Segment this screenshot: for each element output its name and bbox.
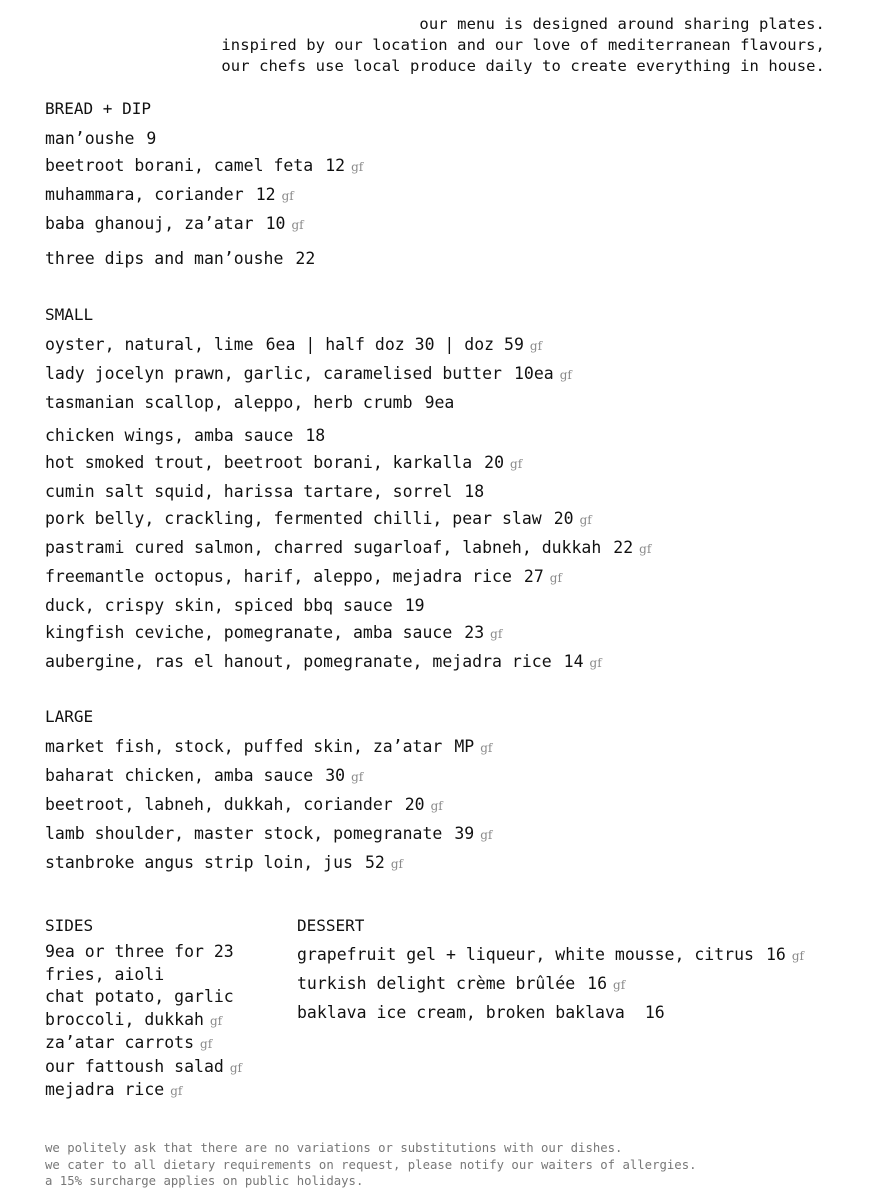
section-heading: BREAD + DIP	[45, 99, 151, 118]
item-name: lamb shoulder, master stock, pomegranate	[45, 824, 443, 843]
gluten-free-tag: gf	[480, 828, 493, 842]
item-name: mejadra rice	[45, 1080, 165, 1099]
menu-item	[45, 619, 651, 648]
section-heading: SMALL	[45, 305, 94, 324]
section-dessert	[297, 915, 804, 1026]
gluten-free-tag: gf	[589, 656, 602, 670]
gluten-free-tag: gf	[351, 770, 364, 784]
item-price: 20	[553, 509, 574, 528]
menu-item	[45, 534, 651, 563]
gluten-free-tag: gf	[559, 368, 572, 382]
menu-item	[45, 1009, 242, 1033]
item-name: freemantle octopus, harif, aleppo, mejadra rice	[45, 567, 512, 586]
menu-item	[45, 331, 651, 360]
menu-item	[45, 592, 651, 619]
menu-item	[45, 964, 242, 987]
item-name: lady jocelyn prawn, garlic, caramelised butter	[45, 364, 502, 383]
gluten-free-tag: gf	[639, 542, 652, 556]
item-name: fries, aioli	[45, 964, 165, 984]
item-name: muhammara, coriander	[45, 185, 244, 204]
item-name: tasmanian scallop, aleppo, herb crumb	[45, 393, 413, 412]
item-name: duck, crispy skin, spiced bbq sauce	[45, 596, 393, 615]
item-name: three dips and man’oushe	[45, 249, 284, 268]
item-price: 19	[404, 596, 425, 615]
item-name: our fattoush salad	[45, 1056, 224, 1076]
gluten-free-tag: gf	[291, 218, 304, 232]
section-bread-dip	[45, 98, 363, 272]
item-price: 12	[255, 185, 276, 204]
footer-line: we politely ask that there are no variations or substitutions with our dishes.	[45, 1141, 623, 1155]
item-name: oyster, natural, lime	[45, 335, 254, 354]
gluten-free-tag: gf	[613, 978, 626, 992]
menu-item	[45, 360, 651, 389]
menu-item	[45, 1032, 242, 1056]
gluten-free-tag: gf	[170, 1084, 183, 1098]
section-heading: LARGE	[45, 707, 94, 726]
item-price: 39	[454, 824, 475, 843]
item-price: 22	[613, 538, 634, 557]
item-name: kingfish ceviche, pomegranate, amba sauce	[45, 623, 453, 642]
gluten-free-tag: gf	[351, 160, 364, 174]
item-price: 22	[295, 249, 316, 268]
item-name: man’oushe	[45, 129, 135, 148]
gluten-free-tag: gf	[510, 457, 523, 471]
gluten-free-tag: gf	[209, 1013, 223, 1028]
item-price: 18	[464, 482, 485, 501]
menu-item	[45, 986, 242, 1009]
item-name: pork belly, crackling, fermented chilli, pear slaw	[45, 509, 542, 528]
gluten-free-tag: gf	[229, 1060, 242, 1075]
menu-item	[45, 820, 492, 849]
item-name: baharat chicken, amba sauce	[45, 766, 314, 785]
item-price: 14	[563, 652, 584, 671]
footer-line: a 15% surcharge applies on public holidays.	[45, 1174, 364, 1188]
item-price: 30	[325, 766, 346, 785]
item-price: 10ea	[513, 364, 554, 383]
item-name: beetroot, labneh, dukkah, coriander	[45, 795, 393, 814]
item-price: 16	[765, 945, 786, 964]
gluten-free-tag: gf	[579, 513, 592, 527]
item-name: chat potato, garlic	[45, 987, 234, 1006]
intro-line: our chefs use local produce daily to create everything in house.	[221, 57, 825, 75]
gluten-free-tag: gf	[529, 339, 543, 353]
intro-line: inspired by our location and our love of mediterranean flavours,	[221, 36, 825, 54]
gluten-free-tag: gf	[490, 627, 503, 641]
item-price: 18	[305, 426, 326, 445]
item-price: 10	[265, 214, 286, 233]
item-price: 6ea | half doz 30 | doz 59	[265, 335, 524, 354]
item-price: 16	[587, 974, 608, 993]
item-price: MP	[454, 737, 475, 756]
menu-item	[45, 449, 651, 478]
menu-item	[45, 422, 651, 449]
section-small	[45, 304, 651, 677]
item-name: pastrami cured salmon, charred sugarloaf, labneh, dukkah	[45, 538, 602, 557]
item-price: 23	[464, 623, 485, 642]
item-name: broccoli, dukkah	[45, 1009, 204, 1029]
item-name: grapefruit gel + liqueur, white mousse, citrus	[297, 945, 754, 964]
menu-item	[45, 733, 492, 762]
item-price: 52	[364, 853, 385, 872]
item-name: stanbroke angus strip loin, jus	[45, 853, 353, 872]
menu-item	[45, 849, 492, 878]
item-name: chicken wings, amba sauce	[45, 426, 294, 445]
menu-item	[45, 791, 492, 820]
item-price: 27	[523, 567, 544, 586]
menu-item	[45, 210, 363, 239]
section-heading: DESSERT	[297, 916, 365, 935]
section-large	[45, 706, 492, 878]
gluten-free-tag: gf	[281, 189, 294, 203]
gluten-free-tag: gf	[430, 799, 443, 813]
gluten-free-tag: gf	[480, 741, 493, 755]
gluten-free-tag: gf	[390, 857, 403, 871]
item-name: baklava ice cream, broken baklava	[297, 1003, 625, 1022]
sides-subheading: 9ea or three for 23	[45, 942, 234, 961]
menu-item	[45, 563, 651, 592]
menu-item	[45, 389, 651, 416]
menu-item	[297, 941, 804, 970]
item-name: za’atar carrots	[45, 1033, 195, 1052]
footer-line: we cater to all dietary requirements on request, please notify our waiters of allergies.	[45, 1157, 697, 1172]
item-name: baba ghanouj, za’atar	[45, 214, 254, 233]
item-price: 16	[644, 1003, 665, 1022]
gluten-free-tag: gf	[200, 1037, 213, 1051]
item-name: turkish delight crème brûlée	[297, 974, 576, 993]
menu-footer	[45, 1140, 697, 1190]
item-name: hot smoked trout, beetroot borani, karkalla	[45, 453, 473, 472]
gluten-free-tag: gf	[549, 571, 562, 585]
menu-item	[45, 125, 363, 152]
menu-item	[45, 1056, 242, 1080]
item-name: cumin salt squid, harissa tartare, sorrel	[45, 482, 453, 501]
item-name: aubergine, ras el hanout, pomegranate, mejadra rice	[45, 652, 552, 671]
menu-item	[297, 999, 804, 1026]
intro-line: our menu is designed around sharing plates.	[419, 15, 825, 33]
item-price: 20	[404, 795, 425, 814]
item-name: market fish, stock, puffed skin, za’atar	[45, 737, 443, 756]
gluten-free-tag: gf	[791, 949, 804, 963]
item-price: 9	[146, 129, 157, 148]
menu-item	[45, 762, 492, 791]
menu-item	[45, 648, 651, 677]
menu-item	[45, 181, 363, 210]
menu-item	[45, 505, 651, 534]
menu-item	[45, 478, 651, 505]
menu-intro	[221, 14, 825, 77]
item-price: 12	[325, 156, 346, 175]
section-heading: SIDES	[45, 916, 94, 935]
section-sides	[45, 915, 242, 1103]
item-name: beetroot borani, camel feta	[45, 156, 314, 175]
item-price: 20	[484, 453, 505, 472]
menu-item	[45, 152, 363, 181]
menu-item	[45, 245, 363, 272]
menu-item	[45, 1079, 242, 1103]
menu-item	[297, 970, 804, 999]
item-price: 9ea	[424, 393, 455, 412]
